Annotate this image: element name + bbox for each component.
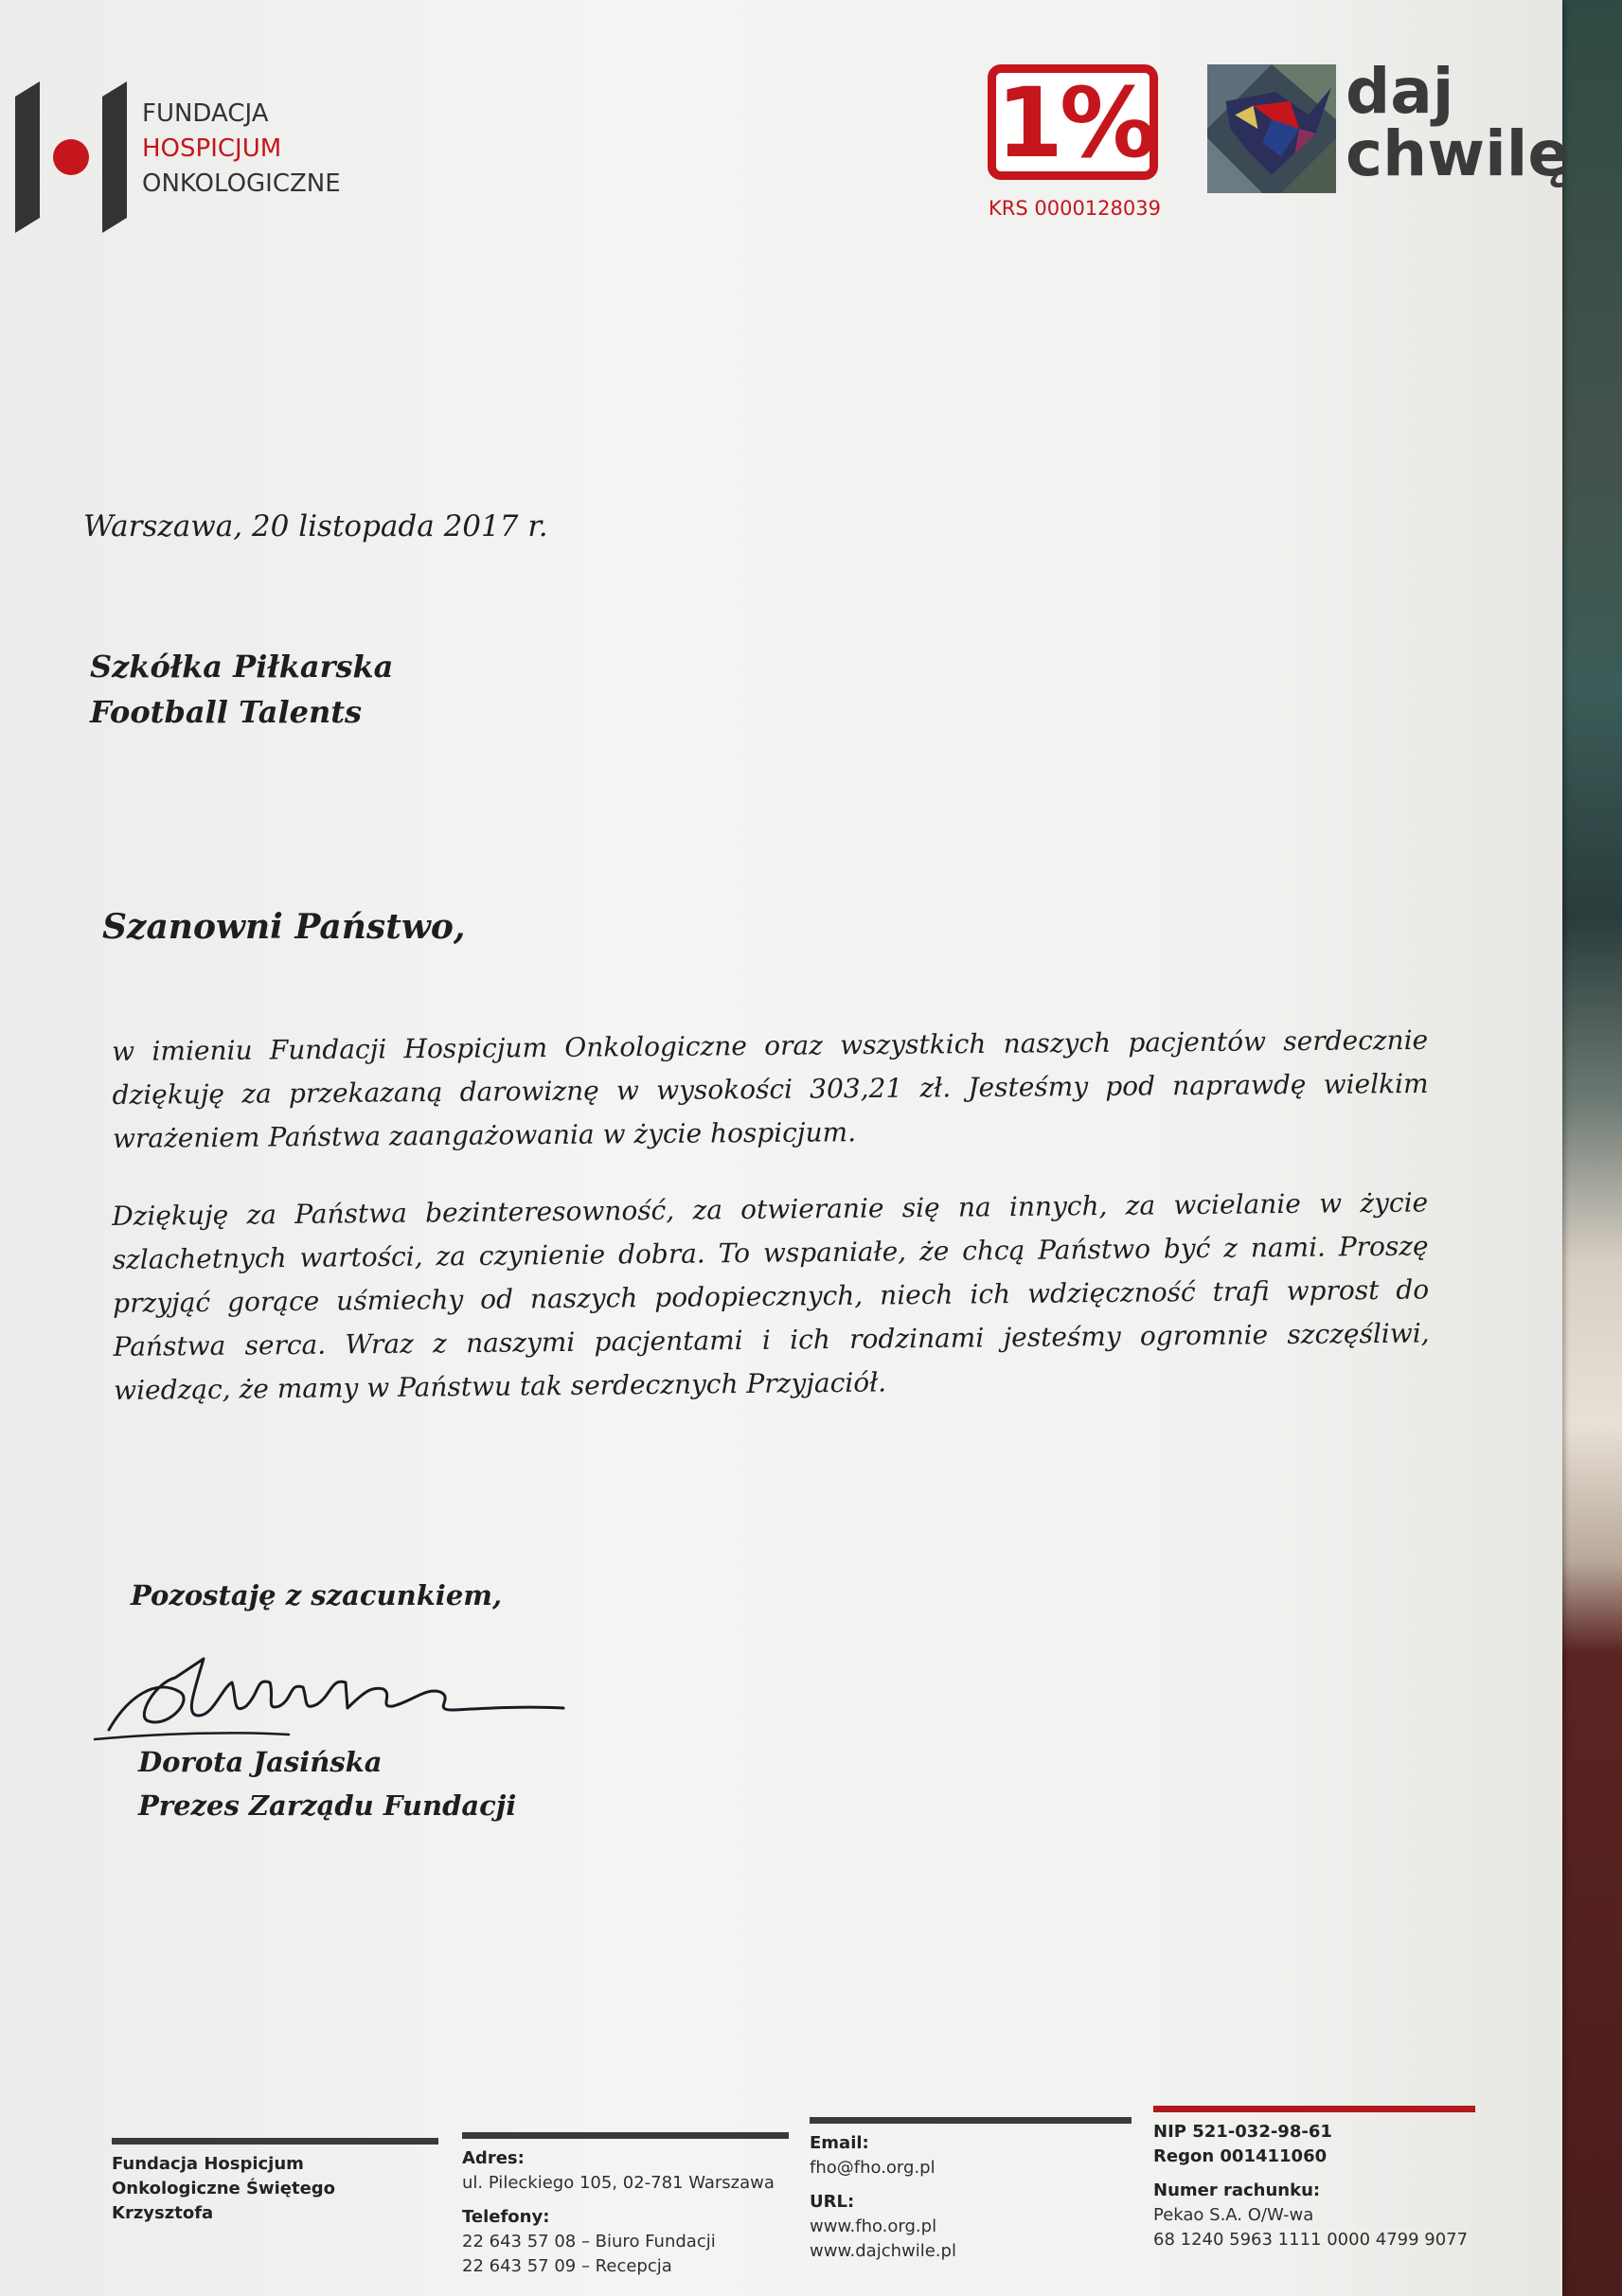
recipient-block	[90, 644, 393, 735]
fho-logo-mark	[8, 76, 135, 237]
handwritten-signature	[90, 1640, 582, 1753]
fho-logo-line1: FUNDACJA	[142, 99, 269, 128]
footer-account-number: 68 1240 5963 1111 0000 4799 9077	[1153, 2230, 1469, 2250]
footer-foundation-line3: Krzysztofa	[112, 2203, 214, 2223]
recipient-line1: Szkółka Piłkarska	[90, 649, 394, 685]
footer-address-label: Adres:	[462, 2148, 525, 2168]
footer-account-label: Numer rachunku:	[1153, 2180, 1321, 2200]
letter-date: Warszawa, 20 listopada 2017 r.	[83, 509, 548, 543]
signer-title: Prezes Zarządu Fundacji	[138, 1789, 517, 1822]
paragraph-1: w imieniu Fundacji Hospicjum Onkologiczne oraz wszystkich naszych pacjentów serdecznie dziękuję za przekazaną darowiznę w wysokości 303,21 zł. Jesteśmy pod naprawdę wielkim wrażeniem Państwa zaangażowania w życie hospicjum.	[112, 1023, 1429, 1154]
fho-logo-line2: HOSPICJUM	[142, 134, 282, 163]
fho-logo-line3: ONKOLOGICZNE	[142, 169, 341, 198]
footer-bank-name: Pekao S.A. O/W-wa	[1153, 2205, 1314, 2225]
one-percent-logo	[980, 64, 1169, 225]
footer-contact	[810, 2117, 1132, 2264]
fho-logo	[8, 76, 367, 237]
footer-url-1-link[interactable]: www.fho.org.pl	[810, 2216, 937, 2236]
krs-number: KRS 0000128039	[989, 197, 1161, 220]
daj-chwile-line1: daj	[1346, 55, 1454, 128]
footer-bar-3	[810, 2117, 1132, 2124]
signer-name: Dorota Jasińska	[138, 1746, 383, 1778]
footer-foundation-line1: Fundacja Hospicjum	[112, 2154, 304, 2174]
one-percent-box	[988, 64, 1158, 180]
footer-email-label: Email:	[810, 2133, 869, 2153]
footer-regon: Regon 001411060	[1153, 2146, 1328, 2166]
footer-bar-2	[462, 2132, 789, 2139]
daj-chwile-line2: chwilę	[1346, 117, 1571, 190]
footer-foundation-line2: Onkologiczne Świętego	[112, 2179, 336, 2198]
bird-mosaic-icon	[1207, 62, 1336, 195]
footer-bar-1	[112, 2138, 438, 2145]
footer-email-link[interactable]: fho@fho.org.pl	[810, 2158, 936, 2178]
footer-url-label: URL:	[810, 2192, 855, 2212]
footer-bank	[1153, 2106, 1475, 2252]
footer-nip: NIP 521-032-98-61	[1153, 2122, 1332, 2142]
footer-bar-4	[1153, 2106, 1475, 2112]
daj-chwile-logo	[1207, 55, 1571, 214]
one-percent-mark: 1%	[996, 67, 1153, 180]
closing: Pozostaję z szacunkiem,	[131, 1579, 503, 1611]
footer-address	[462, 2132, 789, 2279]
footer-phone-1: 22 643 57 08 – Biuro Fundacji	[462, 2232, 716, 2252]
footer-phones-label: Telefony:	[462, 2207, 550, 2227]
footer-phone-2: 22 643 57 09 – Recepcja	[462, 2256, 672, 2276]
signer-block	[138, 1740, 516, 1827]
footer-foundation	[112, 2138, 438, 2226]
paragraph-2: Dziękuję za Państwa bezinteresowność, za otwieranie się na innych, za wcielanie w życie szlachetnych wartości, za czynienie dobra. To wspaniałe, że chcą Państwo być z nami. Proszę przyjąć gorące uśmiechy od naszych podopiecznych, niech ich wdzięczność trafi wprost do Państwa serca. Wraz z naszymi pacjentami i ich rodzinami jesteśmy ogromnie szczęśliwi, wiedząc, że mamy w Państwu tak serdecznych Przyjaciół.	[112, 1186, 1430, 1406]
salutation: Szanowni Państwo,	[102, 907, 466, 947]
footer-url-2-link[interactable]: www.dajchwile.pl	[810, 2241, 956, 2261]
footer-address-value: ul. Pileckiego 105, 02-781 Warszawa	[462, 2173, 775, 2193]
recipient-line2: Football Talents	[90, 694, 363, 730]
